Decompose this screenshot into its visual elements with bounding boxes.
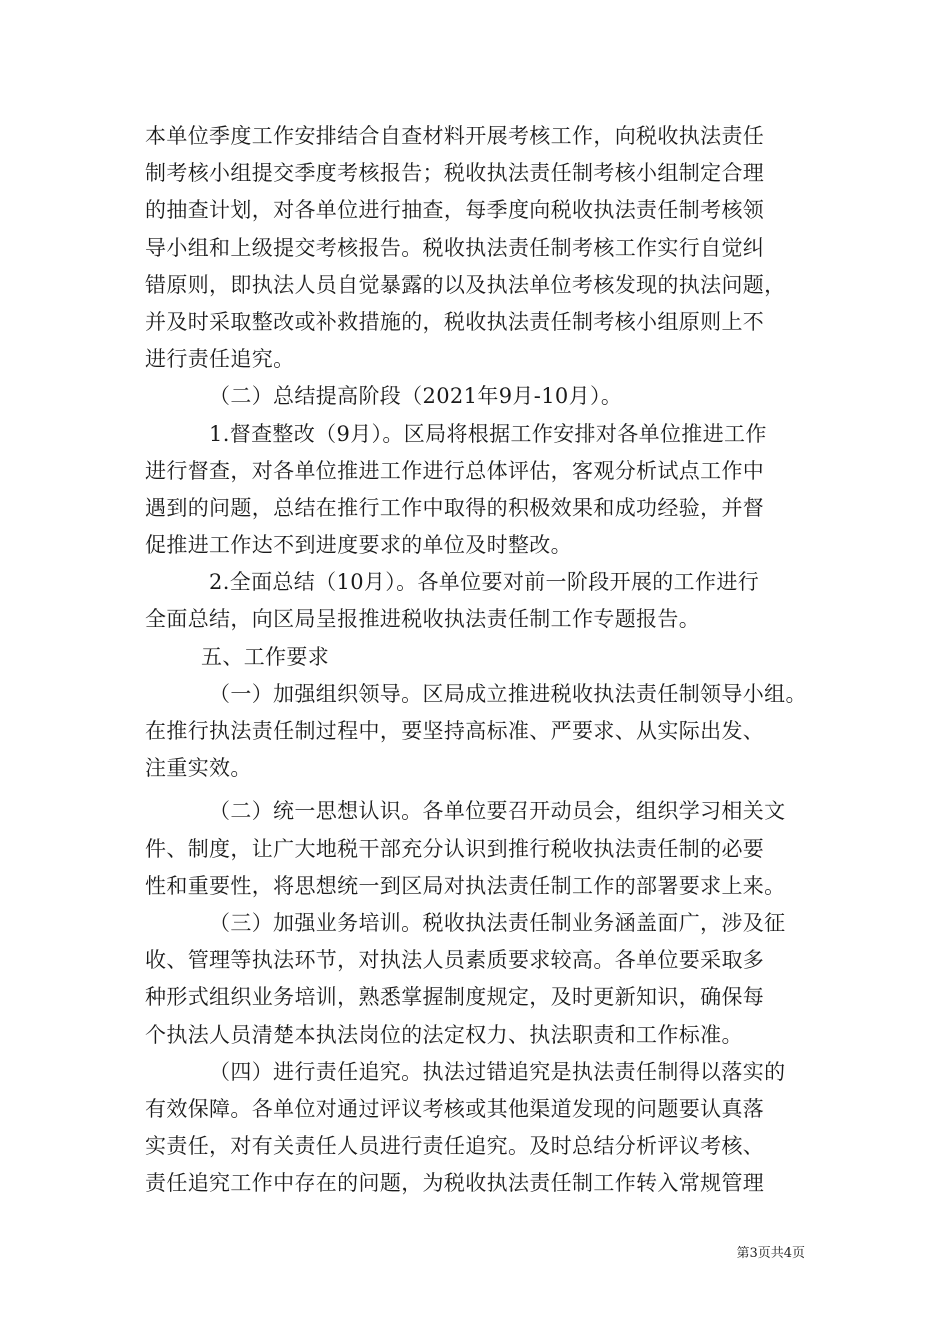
body-text-line: 全面总结，向区局呈报推进税收执法责任制工作专题报告。 <box>145 607 701 632</box>
section-heading: （二）总结提高阶段（2021年9月-10月）。 <box>209 384 623 409</box>
body-text-line: 种形式组织业务培训，熟悉掌握制度规定，及时更新知识，确保每 <box>145 985 765 1010</box>
body-text-line: 导小组和上级提交考核报告。税收执法责任制考核工作实行自觉纠 <box>145 235 765 260</box>
body-text-line: 性和重要性，将思想统一到区局对执法责任制工作的部署要求上来。 <box>145 873 786 898</box>
body-text-line: 责任追究工作中存在的问题，为税收执法责任制工作转入常规管理 <box>145 1171 765 1196</box>
body-text-line: 注重实效。 <box>145 756 252 781</box>
paragraph-first-line: （一）加强组织领导。区局成立推进税收执法责任制领导小组。 <box>209 681 807 706</box>
document-body <box>145 118 813 1202</box>
body-text-line: 错原则，即执法人员自觉暴露的以及执法单位考核发现的执法问题， <box>145 272 786 297</box>
paragraph-first-line: （四）进行责任追究。执法过错追究是执法责任制得以落实的 <box>209 1059 786 1084</box>
body-text-line: 的抽查计划，对各单位进行抽查，每季度向税收执法责任制考核领 <box>145 198 765 223</box>
paragraph-first-line: 2.全面总结（10月）。各单位要对前一阶段开展的工作进行 <box>209 570 760 595</box>
body-text-line: 并及时采取整改或补救措施的，税收执法责任制考核小组原则上不 <box>145 309 765 334</box>
paragraph-first-line: 1.督查整改（9月）。区局将根据工作安排对各单位推进工作 <box>209 421 767 446</box>
body-text-line: 有效保障。各单位对通过评议考核或其他渠道发现的问题要认真落 <box>145 1096 765 1121</box>
body-text-line: 件、制度，让广大地税干部充分认识到推行税收执法责任制的必要 <box>145 836 765 861</box>
body-text-line: 实责任，对有关责任人员进行责任追究。及时总结分析评议考核、 <box>145 1134 765 1159</box>
body-text-line: 个执法人员清楚本执法岗位的法定权力、执法职责和工作标准。 <box>145 1022 743 1047</box>
paragraph-first-line: （二）统一思想认识。各单位要召开动员会，组织学习相关文 <box>209 799 786 824</box>
page-number-footer: 第3页共4页 <box>736 1246 805 1261</box>
body-text-line: 制考核小组提交季度考核报告；税收执法责任制考核小组制定合理 <box>145 161 765 186</box>
body-text-line: 促推进工作达不到进度要求的单位及时整改。 <box>145 533 572 558</box>
body-text-line: 进行督查，对各单位推进工作进行总体评估，客观分析试点工作中 <box>145 458 765 483</box>
body-text-line: 本单位季度工作安排结合自查材料开展考核工作，向税收执法责任 <box>145 124 765 148</box>
body-text-line: 在推行执法责任制过程中，要坚持高标准、严要求、从实际出发、 <box>145 719 765 743</box>
body-text-line: 遇到的问题，总结在推行工作中取得的积极效果和成功经验，并督 <box>145 495 765 520</box>
section-heading: 五、工作要求 <box>201 644 330 669</box>
paragraph-first-line: （三）加强业务培训。税收执法责任制业务涵盖面广，涉及征 <box>209 910 786 935</box>
body-text-line: 收、管理等执法环节，对执法人员素质要求较高。各单位要采取多 <box>145 948 765 973</box>
body-text-line: 进行责任追究。 <box>145 347 295 372</box>
